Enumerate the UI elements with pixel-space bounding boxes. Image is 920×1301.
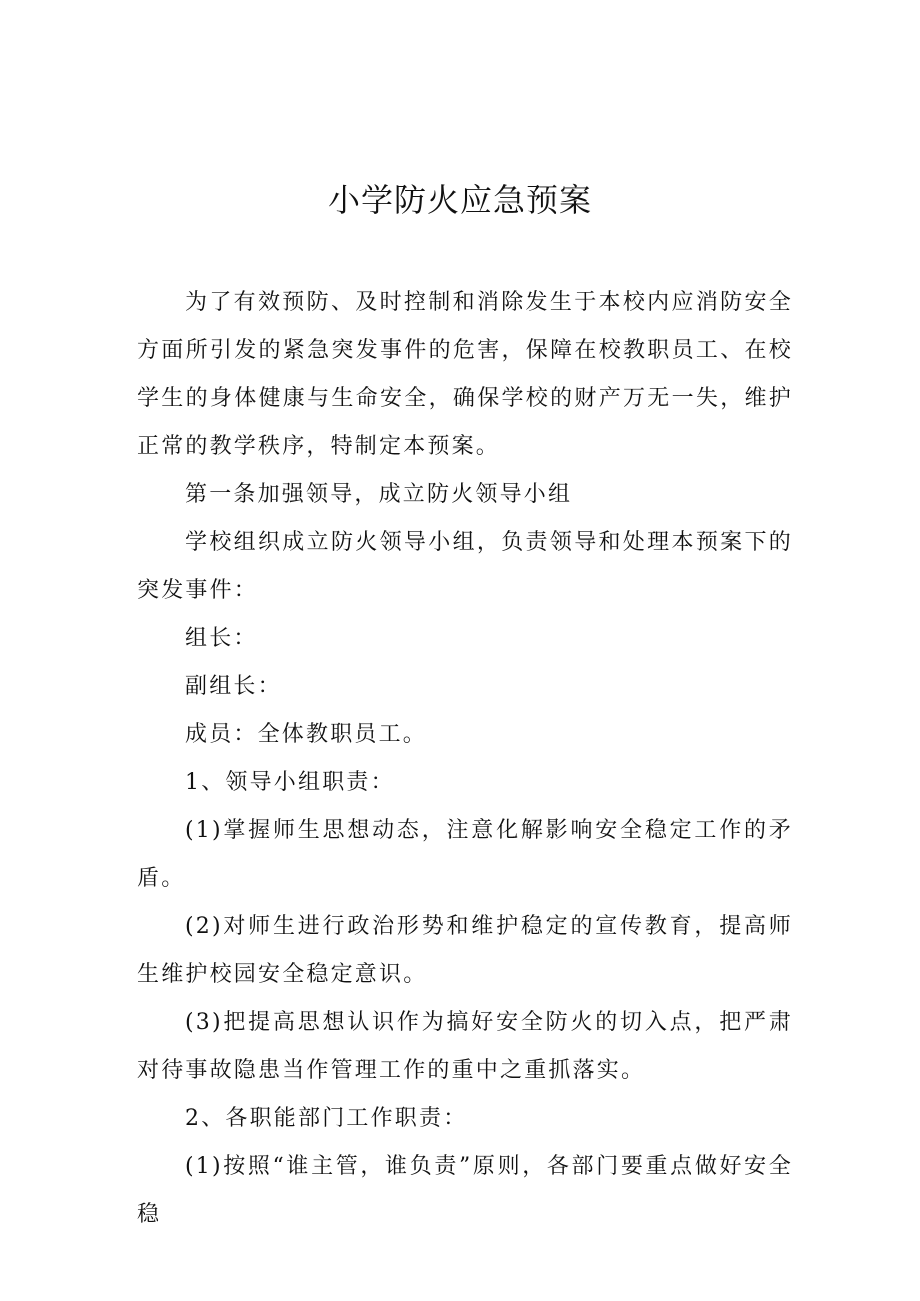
paragraph-dept-duty-1: (1)按照“谁主管，谁负责”原则，各部门要重点做好安全稳 xyxy=(137,1154,793,1227)
paragraph-duty-2: (2)对师生进行政治形势和维护稳定的宣传教育，提高师生维护校园安全稳定意识。 xyxy=(137,914,793,987)
paragraph-duty-1: (1)掌握师生思想动态，注意化解影响安全稳定工作的矛盾。 xyxy=(137,818,793,891)
paragraph-duty-3: (3)把提高思想认识作为搞好安全防火的切入点，把严肃对待事故隐患当作管理工作的重中之重抓落实。 xyxy=(137,1010,793,1083)
paragraph-section-1-heading: 1、领导小组职责： xyxy=(185,770,395,795)
paragraph-members: 成员：全体教职员工。 xyxy=(185,722,428,747)
paragraph-leadership-group: 学校组织成立防火领导小组，负责领导和处理本预案下的突发事件： xyxy=(137,530,793,603)
paragraph-intro: 为了有效预防、及时控制和消除发生于本校内应消防安全方面所引发的紧急突发事件的危害，保障在校教职员工、在校学生的身体健康与生命安全，确保学校的财产万无一失，维护正常的教学秩序，特制定本预案。 xyxy=(137,290,793,459)
paragraph-group-leader: 组长： xyxy=(185,626,258,651)
paragraph-deputy-leader: 副组长： xyxy=(185,674,282,699)
paragraph-article-one-heading: 第一条加强领导，成立防火领导小组 xyxy=(185,482,573,507)
paragraph-section-2-heading: 2、各职能部门工作职责： xyxy=(185,1106,468,1131)
document-title: 小学防火应急预案 xyxy=(327,181,592,219)
document-body xyxy=(137,279,793,1239)
